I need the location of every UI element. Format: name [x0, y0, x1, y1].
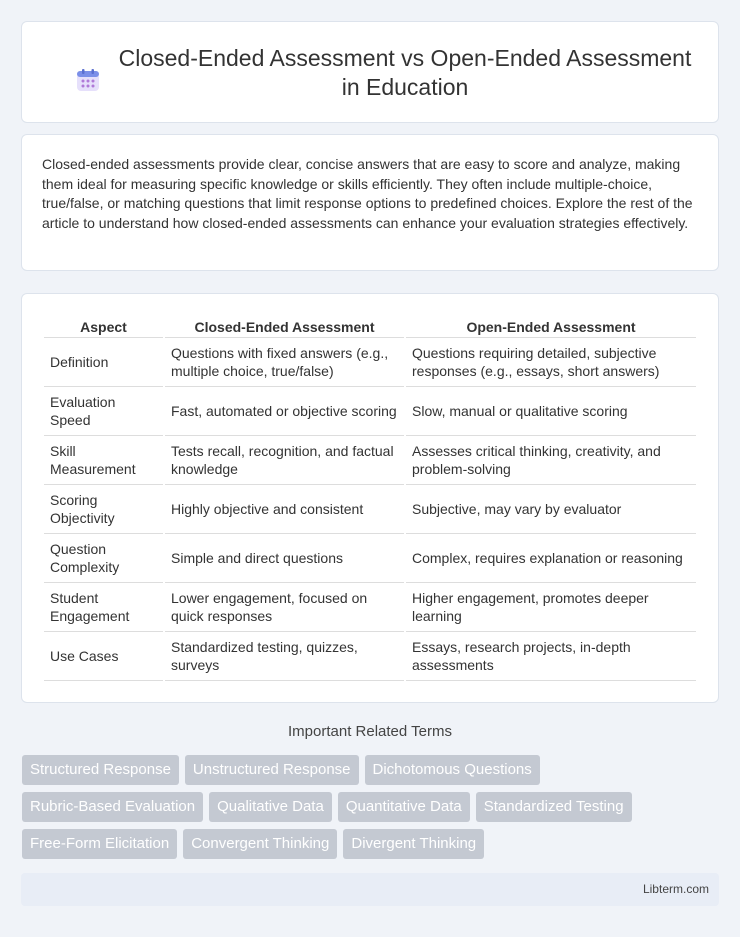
table-row — [44, 534, 696, 583]
row-aspect: Question Complexity — [44, 534, 163, 583]
calendar-icon — [76, 68, 100, 92]
row-closed: Questions with fixed answers (e.g., multiple choice, true/false) — [165, 338, 404, 387]
intro-card — [21, 134, 719, 271]
header-open-ended: Open-Ended Assessment — [406, 316, 696, 338]
row-aspect: Scoring Objectivity — [44, 485, 163, 534]
row-open: Questions requiring detailed, subjective responses (e.g., essays, short answers) — [406, 338, 696, 387]
related-term-tag[interactable]: Qualitative Data — [209, 792, 332, 822]
related-term-tag[interactable]: Divergent Thinking — [343, 829, 484, 859]
row-aspect: Skill Measurement — [44, 436, 163, 485]
related-term-tag[interactable]: Convergent Thinking — [183, 829, 337, 859]
related-term-tag[interactable]: Unstructured Response — [185, 755, 359, 785]
related-term-tag[interactable]: Quantitative Data — [338, 792, 470, 822]
table-row — [44, 485, 696, 534]
row-aspect: Definition — [44, 338, 163, 387]
row-closed: Highly objective and consistent — [165, 485, 404, 534]
related-terms-list — [22, 755, 712, 859]
row-closed: Standardized testing, quizzes, surveys — [165, 632, 404, 681]
table-row — [44, 583, 696, 632]
row-closed: Tests recall, recognition, and factual knowledge — [165, 436, 404, 485]
related-term-tag[interactable]: Structured Response — [22, 755, 179, 785]
row-open: Higher engagement, promotes deeper learning — [406, 583, 696, 632]
comparison-table — [42, 316, 698, 681]
row-closed: Lower engagement, focused on quick responses — [165, 583, 404, 632]
related-term-tag[interactable]: Standardized Testing — [476, 792, 632, 822]
comparison-table-card — [21, 293, 719, 703]
related-term-tag[interactable]: Free-Form Elicitation — [22, 829, 177, 859]
table-header-row — [44, 316, 696, 338]
table-row — [44, 436, 696, 485]
related-terms-heading: Important Related Terms — [288, 723, 452, 740]
table-row — [44, 338, 696, 387]
row-closed: Simple and direct questions — [165, 534, 404, 583]
intro-paragraph: Closed-ended assessments provide clear, concise answers that are easy to score and analyze, making them ideal for measuring specific knowledge or skills efficiently. They often include multiple-choice, true/false, or matching questions that limit response options to predefined choices. Explore the rest of the article to understand how closed-ended assessments can enhance your evaluation strategies effectively. — [42, 156, 693, 231]
row-open: Subjective, may vary by evaluator — [406, 485, 696, 534]
row-open: Assesses critical thinking, creativity, and problem-solving — [406, 436, 696, 485]
row-aspect: Evaluation Speed — [44, 387, 163, 436]
footer-bar — [21, 873, 719, 906]
table-row — [44, 632, 696, 681]
header-aspect: Aspect — [44, 316, 163, 338]
related-term-tag[interactable]: Dichotomous Questions — [365, 755, 540, 785]
row-open: Essays, research projects, in-depth assessments — [406, 632, 696, 681]
page-title: Closed-Ended Assessment vs Open-Ended Assessment in Education — [118, 45, 692, 100]
row-closed: Fast, automated or objective scoring — [165, 387, 404, 436]
title-card — [21, 21, 719, 123]
row-aspect: Use Cases — [44, 632, 163, 681]
row-aspect: Student Engagement — [44, 583, 163, 632]
header-closed-ended: Closed-Ended Assessment — [165, 316, 404, 338]
footer-site-link[interactable]: Libterm.com — [642, 882, 709, 896]
row-open: Slow, manual or qualitative scoring — [406, 387, 696, 436]
table-row — [44, 387, 696, 436]
related-term-tag[interactable]: Rubric-Based Evaluation — [22, 792, 203, 822]
row-open: Complex, requires explanation or reasoning — [406, 534, 696, 583]
